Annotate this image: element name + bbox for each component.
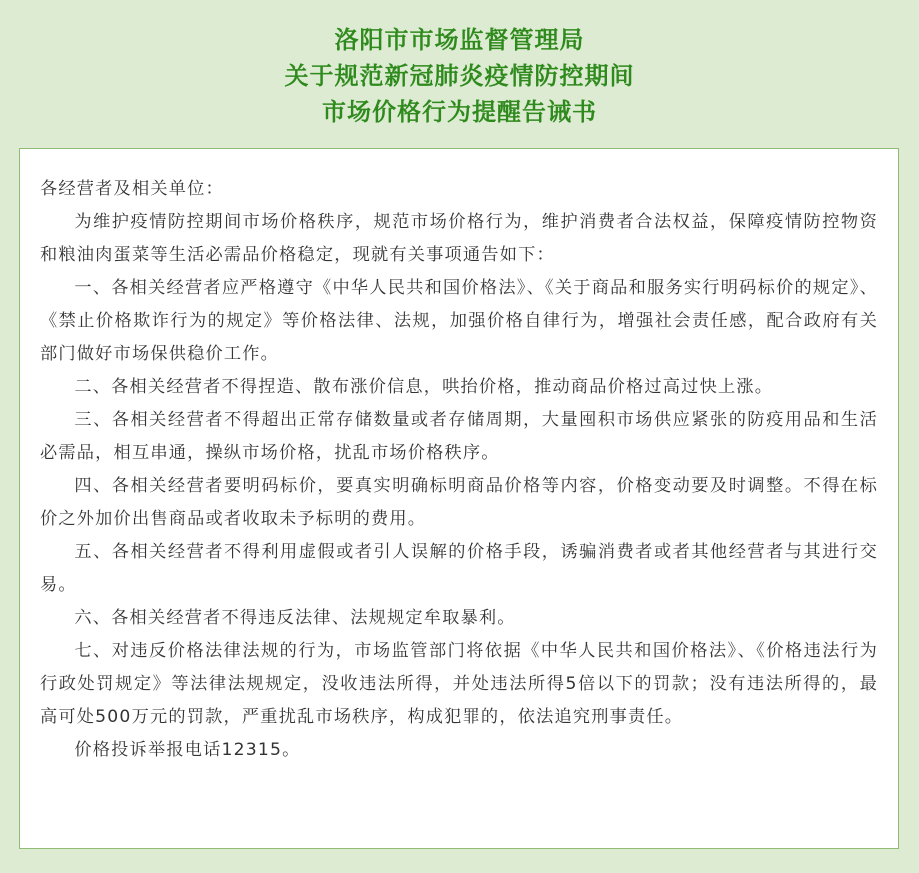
item-paragraph-7: 七、对违反价格法律法规的行为，市场监管部门将依据《中华人民共和国价格法》、《价格违法行为行政处罚规定》等法律法规规定，没收违法所得，并处违法所得5倍以下的罚款；没有违法所得的，最高可处500万元的罚款，严重扰乱市场秩序，构成犯罪的，依法追究刑事责任。 (40, 641, 878, 727)
salutation: 各经营者及相关单位： (40, 179, 224, 199)
notice-content-box (19, 148, 899, 849)
header-title-line-1: 洛阳市市场监督管理局 (334, 26, 585, 54)
notice-header (0, 22, 919, 130)
intro-paragraph: 为维护疫情防控期间市场价格秩序，规范市场价格行为，维护消费者合法权益，保障疫情防控物资和粮油肉蛋菜等生活必需品价格稳定，现就有关事项通告如下： (40, 212, 878, 265)
item-paragraph-4: 四、各相关经营者要明码标价，要真实明确标明商品价格等内容，价格变动要及时调整。不得在标价之外加价出售商品或者收取未予标明的费用。 (40, 476, 878, 529)
item-paragraph-5: 五、各相关经营者不得利用虚假或者引人误解的价格手段，诱骗消费者或者其他经营者与其进行交易。 (40, 542, 878, 595)
item-paragraph-1: 一、各相关经营者应严格遵守《中华人民共和国价格法》、《关于商品和服务实行明码标价的规定》、《禁止价格欺诈行为的规定》等价格法律、法规，加强价格自律行为，增强社会责任感，配合政府有关部门做好市场保供稳价工作。 (40, 278, 878, 364)
hotline-paragraph: 价格投诉举报电话12315。 (74, 740, 301, 760)
header-title-line-2: 关于规范新冠肺炎疫情防控期间 (284, 62, 635, 90)
item-paragraph-2: 二、各相关经营者不得捏造、散布涨价信息，哄抬价格，推动商品价格过高过快上涨。 (74, 377, 774, 397)
header-title-line-3: 市场价格行为提醒告诫书 (322, 98, 597, 126)
item-paragraph-6: 六、各相关经营者不得违反法律、法规规定牟取暴利。 (74, 608, 516, 628)
item-paragraph-3: 三、各相关经营者不得超出正常存储数量或者存储周期，大量囤积市场供应紧张的防疫用品和生活必需品，相互串通，操纵市场价格，扰乱市场价格秩序。 (40, 410, 878, 463)
